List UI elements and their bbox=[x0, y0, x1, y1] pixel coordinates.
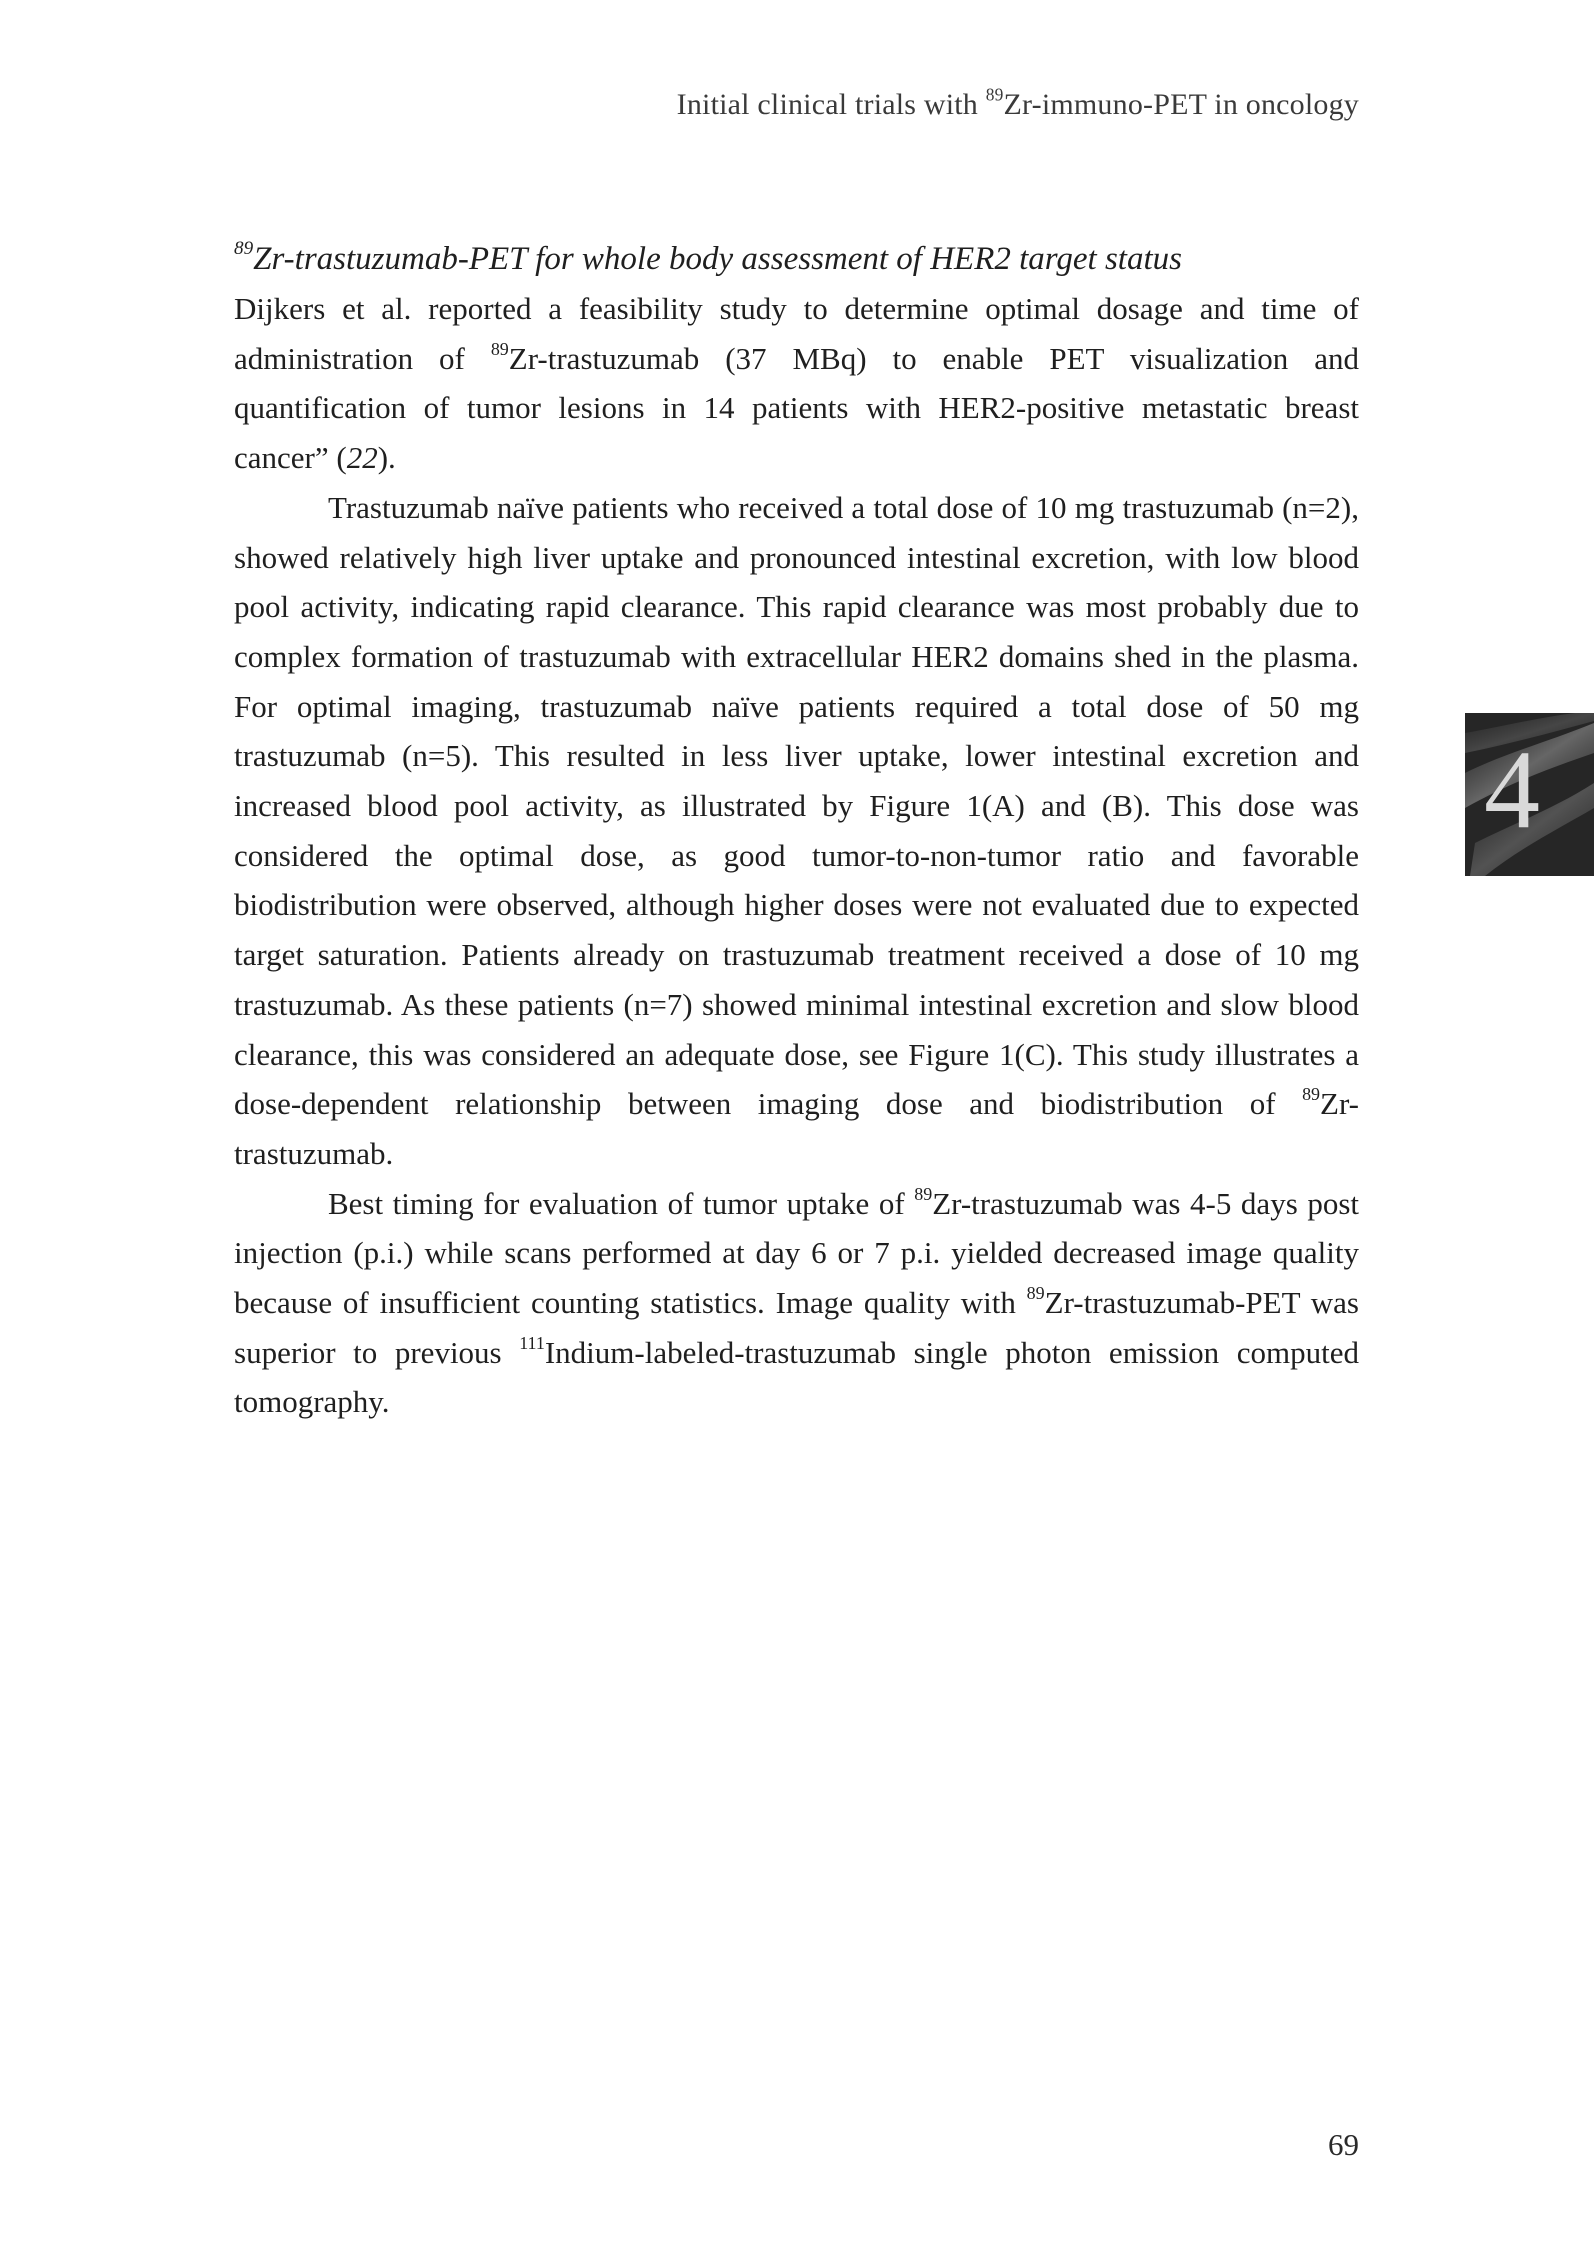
paragraph-3-text-d: Indium-labeled-trastuzumab single photon emission computed tomography. bbox=[234, 1334, 1359, 1420]
paragraph-3-superscript-3: 111 bbox=[519, 1332, 545, 1353]
paragraph-1-superscript: 89 bbox=[490, 338, 509, 359]
paragraph-1-text-a: Dijkers et al. reported a feasibility study to determine optimal dosage and time of administration of bbox=[234, 291, 1359, 376]
page-number: 69 bbox=[1328, 2127, 1359, 2162]
paragraph-3 bbox=[234, 1179, 1359, 1428]
paragraph-2-text-a: Trastuzumab naïve patients who received a total dose of 10 mg trastuzumab (n=2), showed relatively high liver uptake and pronounced intestinal excretion, with low blood pool activity, indicating rapid clearance. This rapid clearance was most probably due to complex formation of trastuzumab with extracellular HER2 domains shed in the plasma. For optimal imaging, trastuzumab naïve patients required a total dose of 50 mg trastuzumab (n=5). This resulted in less liver uptake, lower intestinal excretion and increased blood pool activity, as illustrated by Figure 1(A) and (B). This dose was considered the optimal dose, as good tumor-to-non-tumor ratio and favorable biodistribution were observed, although higher doses were not evaluated due to expected target saturation. Patients already on trastuzumab treatment received a dose of 10 mg trastuzumab. As these patients (n=7) showed minimal intestinal excretion and slow blood clearance, this was considered an adequate dose, see Figure 1(C). This study illustrates a dose-dependent relationship between imaging dose and biodistribution of bbox=[234, 489, 1359, 1122]
main-content bbox=[234, 234, 1359, 1427]
paragraph-1-text-b: Zr-trastuzumab (37 MBq) to enable PET visualization and quantification of tumor lesions in 14 patients with HER2-positive metastatic breast cancer” ( bbox=[234, 340, 1360, 476]
running-header-isotope-superscript: 89 bbox=[985, 84, 1004, 105]
section-heading bbox=[234, 234, 1359, 284]
paragraph-2-superscript: 89 bbox=[1302, 1084, 1321, 1105]
section-heading-superscript: 89 bbox=[234, 238, 254, 260]
running-header-text-end: Zr-immuno-PET in oncology bbox=[1003, 88, 1359, 121]
chapter-number: 4 bbox=[1484, 728, 1540, 852]
paragraph-1-text-c: ). bbox=[377, 440, 396, 476]
paragraph-1 bbox=[234, 284, 1359, 483]
paragraph-3-text-b: Zr-trastuzumab was 4-5 days post injection (p.i.) while scans performed at day 6 or 7 p.i. yielded decreased image quality because of insufficient counting statistics. Image quality with bbox=[234, 1185, 1360, 1321]
paragraph-2 bbox=[234, 483, 1359, 1179]
paragraph-3-text-a: Best timing for evaluation of tumor uptake of bbox=[328, 1185, 915, 1221]
paragraph-3-superscript-2: 89 bbox=[1026, 1283, 1045, 1304]
paragraph-2-text-b: Zr-trastuzumab. bbox=[234, 1086, 1359, 1171]
chapter-tab bbox=[1465, 713, 1594, 876]
reference-citation: 22 bbox=[346, 440, 378, 476]
running-header-text-start: Initial clinical trials with bbox=[676, 88, 986, 121]
running-header bbox=[234, 84, 1359, 122]
section-heading-text: Zr-trastuzumab-PET for whole body assessment of HER2 target status bbox=[253, 241, 1182, 277]
paragraph-3-superscript-1: 89 bbox=[914, 1183, 933, 1204]
paragraph-3-text-c: Zr-trastuzumab-PET was superior to previous bbox=[234, 1285, 1359, 1370]
